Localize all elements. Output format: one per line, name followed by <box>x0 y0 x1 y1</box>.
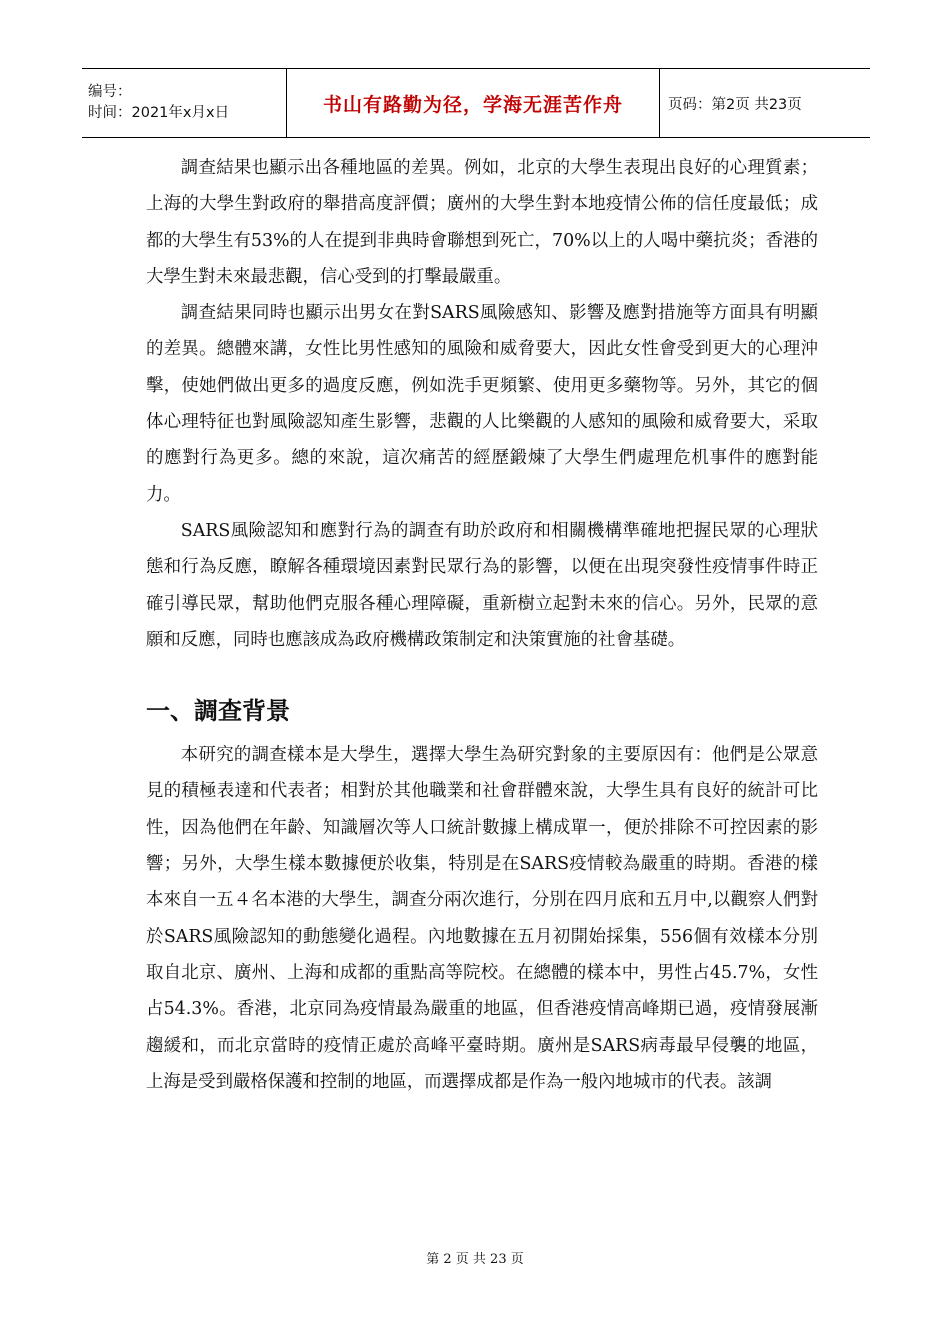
paragraph: 調查結果同時也顯示出男女在對SARS風險感知、影響及應對措施等方面具有明顯的差異。總體來講，女性比男性感知的風險和威脅要大，因此女性會受到更大的心理沖擊，使她們做出更多的過度反應，例如洗手更頻繁、使用更多藥物等。另外，其它的個体心理特征也對風險認知產生影響，悲觀的人比樂觀的人感知的風險和威脅要大，采取的應對行為更多。總的來說，這次痛苦的經歷鍛煉了大學生們處理危机事件的應對能力。 <box>146 303 818 505</box>
page-number-label: 页码：第2页 共23页 <box>668 96 802 113</box>
paragraph: SARS風險認知和應對行為的調查有助於政府和相關機構準確地把握民眾的心理狀態和行為反應，瞭解各種環境因素對民眾行為的影響，以便在出現突發性疫情事件時正確引導民眾，幫助他們克服各種心理障礙，重新樹立起對未來的信心。另外，民眾的意願和反應，同時也應該成為政府機構政策制定和決策實施的社會基礎。 <box>146 520 818 650</box>
header-page-info <box>660 69 870 137</box>
motto-text: 书山有路勤为径，学海无涯苦作舟 <box>322 93 623 116</box>
header-motto <box>287 69 660 137</box>
document-time-label: 时间：2021年x月x日 <box>88 105 230 121</box>
header-meta <box>82 69 287 137</box>
document-body <box>146 150 818 1100</box>
page-footer: 第 2 页 共 23 页 <box>426 1252 524 1267</box>
paragraph: 調查結果也顯示出各種地區的差異。例如，北京的大學生表現出良好的心理質素；上海的大學生對政府的舉措高度評價；廣州的大學生對本地疫情公佈的信任度最低；成都的大學生有53%的人在提到非典時會聯想到死亡，70%以上的人喝中藥抗炎；香港的大學生對未來最悲觀，信心受到的打擊最嚴重。 <box>146 158 818 287</box>
paragraph: 本研究的調查樣本是大學生，選擇大學生為研究對象的主要原因有：他們是公眾意見的積極表達和代表者；相對於其他職業和社會群體來說，大學生具有良好的統計可比性，因為他們在年齡、知識層次等人口統計數據上構成單一，便於排除不可控因素的影響；另外，大學生樣本數據便於收集，特別是在SARS疫情較為嚴重的時期。香港的樣本來自一五４名本港的大學生，調查分兩次進行，分別在四月底和五月中,以觀察人們對於SARS風險認知的動態變化過程。內地數據在五月初開始採集，556個有效樣本分別取自北京、廣州、上海和成都的重點高等院校。在總體的樣本中，男性占45.7%，女性占54.3%。香港，北京同為疫情最為嚴重的地區，但香港疫情高峰期已過，疫情發展漸趨緩和，而北京當時的疫情正處於高峰平臺時期。廣州是SARS病毒最早侵襲的地區，上海是受到嚴格保護和控制的地區，而選擇成都是作為一般內地城市的代表。該調 <box>146 745 818 1092</box>
document-number-label: 编号： <box>88 84 132 100</box>
section-heading: 一、調查背景 <box>146 697 290 726</box>
page-header <box>82 68 870 138</box>
